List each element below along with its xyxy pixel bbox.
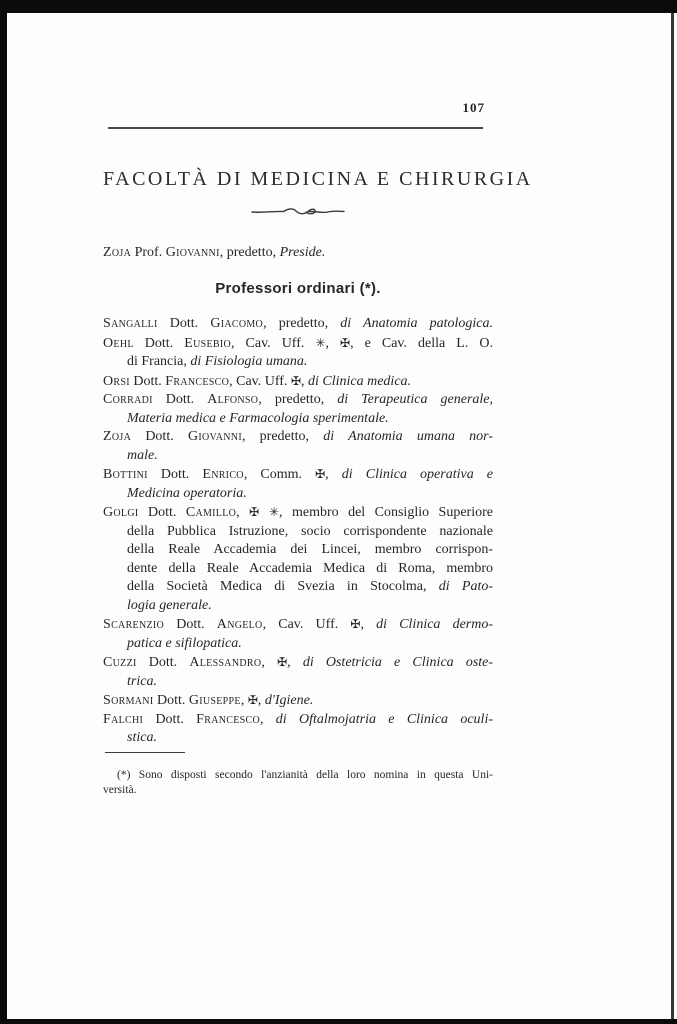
text-run: , <box>257 693 265 708</box>
text-run: Alfonso <box>207 392 259 407</box>
faculty-entry <box>103 372 493 392</box>
faculty-entry <box>103 691 493 711</box>
text-run: Cuzzi <box>103 655 137 670</box>
entry-line <box>103 315 493 334</box>
text-run: , predetto, <box>241 429 324 444</box>
scan-artifact-bottom-edge <box>0 1019 677 1024</box>
text-run: Oehl <box>103 335 134 351</box>
faculty-entry <box>103 334 493 372</box>
text-run: della Reale Accademia dei Lincei, membro corrispon- <box>127 542 493 557</box>
page-title: FACOLTÀ DI MEDICINA E CHIRURGIA <box>103 168 533 190</box>
text-run: di Fisiologia umana. <box>190 354 308 369</box>
entry-line <box>103 372 493 392</box>
text-run: di Anatomia patologica. <box>340 316 493 331</box>
text-run: , <box>325 335 341 351</box>
text-run: Giovanni <box>165 245 220 260</box>
flourish-icon <box>250 206 346 218</box>
faculty-entry <box>103 615 493 653</box>
text-run: , <box>240 693 248 708</box>
order-insignia-icon: ✠ <box>340 335 351 350</box>
entry-line <box>103 391 493 410</box>
text-run: di Clinica operativa e <box>341 467 493 482</box>
entry-line <box>103 635 493 654</box>
text-run: Giuseppe <box>188 693 241 708</box>
entry-line <box>103 560 493 579</box>
entry-line <box>103 711 493 730</box>
text-run: Sormani <box>103 693 154 708</box>
faculty-entry <box>103 653 493 691</box>
text-run: di Pato- <box>438 579 493 594</box>
text-run: Dott. <box>164 617 217 632</box>
entry-line <box>103 485 493 504</box>
text-run: di Anatomia umana nor- <box>323 429 493 444</box>
entry-line <box>103 653 493 673</box>
text-run: Zoja <box>103 429 132 444</box>
footnote-rule <box>105 752 185 753</box>
text-run: Camillo <box>185 505 237 520</box>
footnote-line <box>103 768 493 783</box>
entry-line <box>103 541 493 560</box>
faculty-entry <box>103 428 493 465</box>
text-run: trica. <box>127 673 157 689</box>
text-run: Dott. <box>133 335 185 351</box>
text-run: Dott. <box>143 711 197 727</box>
entry-line <box>103 691 493 711</box>
faculty-entry <box>103 391 493 428</box>
text-run: dente della Reale Accademia Medica di Roma, membro <box>127 560 493 576</box>
text-run: Dott. <box>129 373 166 389</box>
footnote-line <box>103 783 493 798</box>
faculty-entry <box>103 503 493 615</box>
text-run: Materia medica e Farmacologia sperimentale. <box>127 410 389 426</box>
text-run: Scarenzio <box>103 617 165 632</box>
text-run: Giacomo <box>210 316 264 331</box>
entry-line <box>103 578 493 597</box>
text-run: Dott. <box>153 693 189 708</box>
text-run: Giovanni <box>187 429 242 444</box>
text-run: , predetto, <box>263 316 341 331</box>
text-run: Dott. <box>138 505 186 520</box>
text-run: logia generale. <box>127 597 212 613</box>
scan-artifact-top-edge <box>0 0 677 13</box>
section-heading: Professori ordinari (*). <box>215 280 381 297</box>
text-run: patica e sifilopatica. <box>127 635 242 651</box>
text-run: , Cav. Uff. <box>230 335 316 351</box>
order-insignia-icon: ✠ <box>277 655 288 669</box>
text-run: , predetto, <box>258 392 338 407</box>
entry-line <box>103 465 493 485</box>
dean-line-text <box>103 245 493 261</box>
footnote <box>103 768 493 798</box>
order-insignia-icon: ✠ <box>350 617 361 631</box>
text-run: Corradi <box>103 392 153 407</box>
text-run: , Cav. Uff. <box>229 373 291 389</box>
text-run: di Ostetricia e Clinica oste- <box>302 655 493 670</box>
ornament-flourish-icon <box>103 205 493 223</box>
text-run: , predetto, <box>219 245 280 260</box>
entry-line <box>103 597 493 616</box>
text-run: di Terapeutica generale, <box>337 392 493 407</box>
scan-artifact-right-edge <box>671 13 674 1024</box>
text-run: stica. <box>127 730 157 745</box>
faculty-entry <box>103 711 493 748</box>
text-run: Bottini <box>103 467 148 482</box>
entry-line <box>103 353 493 372</box>
text-run: Golgi <box>103 505 139 520</box>
text-run: Eusebio <box>184 335 231 351</box>
text-run: Dott. <box>131 429 188 444</box>
entry-line <box>103 410 493 429</box>
order-insignia-icon: ✠ ✳ <box>249 505 279 519</box>
text-run: della Società Medica di Svezia in Stocolma, <box>127 579 439 594</box>
text-run: , membro del Consiglio Superiore <box>279 505 493 520</box>
text-run: di Francia, <box>127 354 191 369</box>
scan-artifact-left-edge <box>0 0 7 1024</box>
entry-line <box>103 503 493 523</box>
text-run: , <box>325 467 342 482</box>
order-insignia-icon: ✳ <box>315 335 326 350</box>
text-run: , e Cav. della L. O. <box>350 335 493 351</box>
text-run: Francesco <box>196 711 260 727</box>
dean-line <box>103 245 493 261</box>
text-run: d'Igiene. <box>264 693 314 708</box>
entry-line <box>103 334 493 354</box>
text-run: Orsi <box>103 373 130 389</box>
text-run: , <box>301 373 308 389</box>
text-run: Dott. <box>157 316 211 331</box>
text-run: Zoja <box>103 245 132 260</box>
entry-line <box>103 615 493 635</box>
entry-line <box>103 523 493 542</box>
text-run: Prof. <box>131 245 166 260</box>
text-run: Medicina operatoria. <box>127 485 247 501</box>
text-run: Falchi <box>103 711 144 727</box>
text-run: di Clinica medica. <box>308 373 412 389</box>
order-insignia-icon: ✠ <box>247 693 258 707</box>
text-run: Dott. <box>152 392 208 407</box>
entry-line <box>103 447 493 466</box>
text-run: Dott. <box>136 655 190 670</box>
faculty-entry <box>103 465 493 503</box>
entry-line <box>103 729 493 748</box>
text-run: Dott. <box>147 467 203 482</box>
entry-line <box>103 673 493 692</box>
text-run: Angelo <box>216 617 263 632</box>
text-run: , <box>360 617 377 632</box>
text-run: della Pubblica Istruzione, socio corrispondente nazionale <box>127 523 493 539</box>
text-run: Preside. <box>279 245 326 260</box>
text-run: , <box>259 711 276 727</box>
text-run: male. <box>127 447 158 463</box>
faculty-entry <box>103 315 493 334</box>
text-run: , Cav. Uff. <box>262 617 351 632</box>
text-run: , <box>287 655 303 670</box>
text-run: Sangalli <box>103 316 158 331</box>
professors-list <box>103 315 493 748</box>
text-run: di Clinica dermo- <box>376 617 493 632</box>
order-insignia-icon: ✠ <box>315 467 326 481</box>
text-run: Francesco <box>165 373 230 389</box>
text-run: , Comm. <box>243 467 316 482</box>
text-run: , <box>236 505 250 520</box>
text-run: versità. <box>103 784 137 796</box>
header-rule <box>108 127 483 129</box>
text-run: di Oftalmojatria e Clinica oculi- <box>275 711 493 727</box>
text-run: Enrico <box>202 467 244 482</box>
page-number: 107 <box>462 100 485 115</box>
text-run: (*) Sono disposti secondo l'anzianità della loro nomina in questa Uni- <box>117 769 493 781</box>
order-insignia-icon: ✠ <box>290 373 301 388</box>
text-run: , <box>261 655 278 670</box>
text-run: Alessandro <box>189 655 262 670</box>
entry-line <box>103 428 493 447</box>
